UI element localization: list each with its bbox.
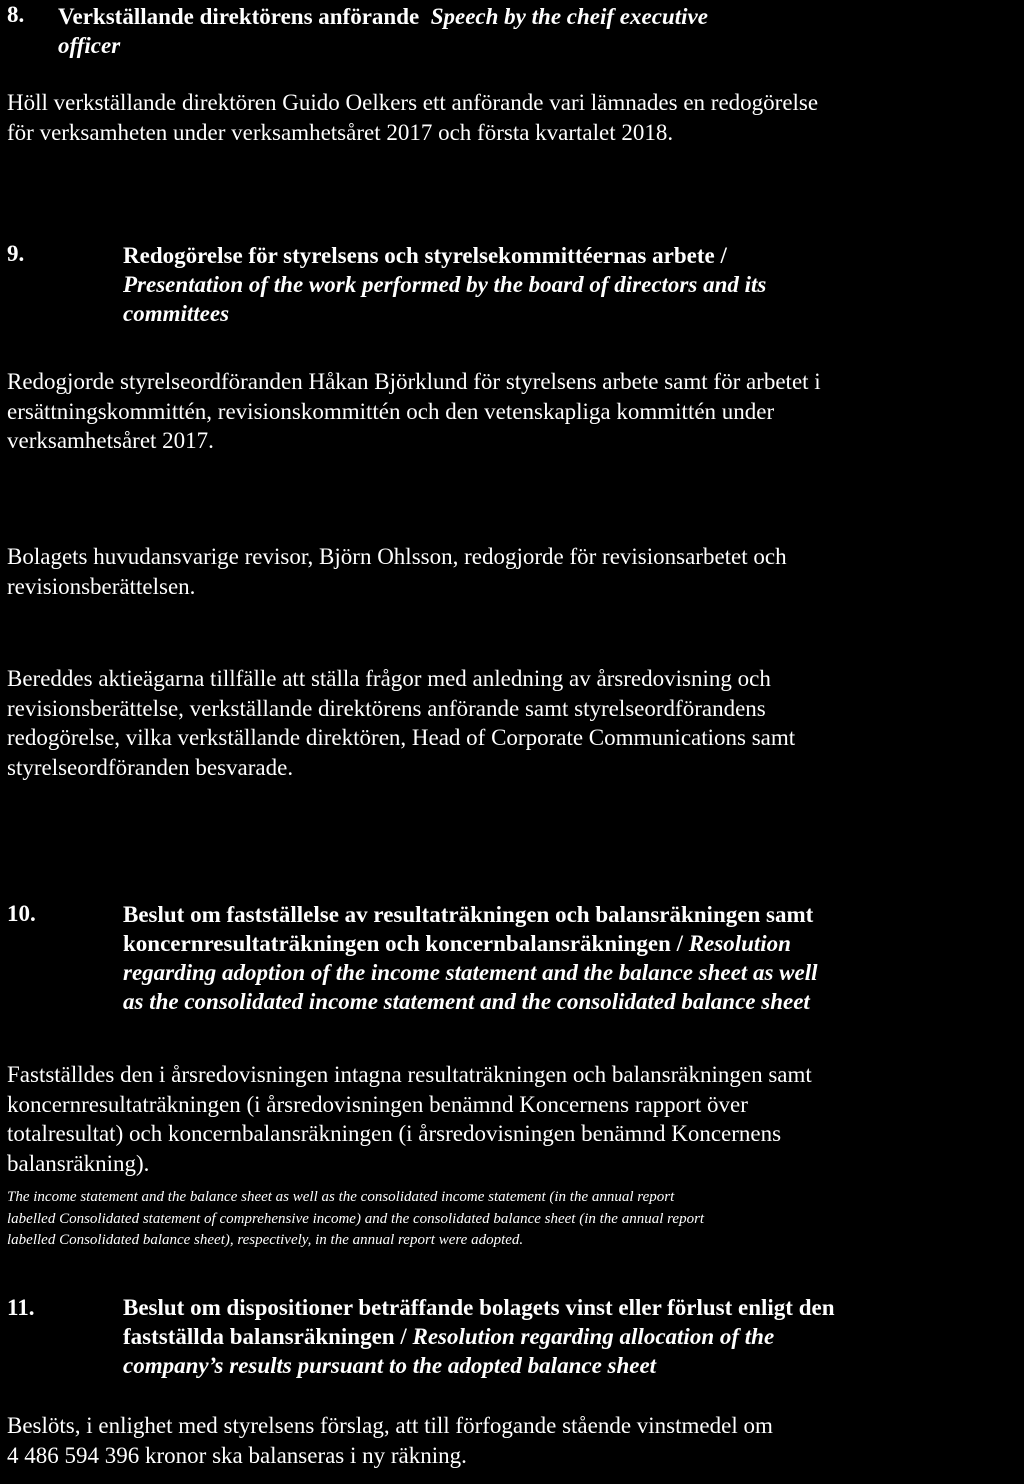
text-line: 4 486 594 396 kronor ska balanseras i ny räkning. — [7, 1442, 467, 1468]
text-line: Bolagets huvudansvarige revisor, Björn Ohlsson, redogjorde för revisionsarbetet och — [7, 544, 787, 569]
section-9-heading-en-1: Presentation of the work performed by the board of directors and its — [123, 272, 767, 297]
section-10-translation — [7, 1187, 1022, 1252]
text-line: labelled Consolidated balance sheet), respectively, in the annual report were adopted. — [7, 1232, 524, 1248]
text-line: Höll verkställande direktören Guido Oelkers ett anförande vari lämnades en redogörelse — [7, 90, 819, 115]
section-10-heading-1: Beslut om fastställelse av resultaträkningen och balansräkningen samt — [123, 902, 814, 927]
section-10-heading-en-1: regarding adoption of the income statement and the balance sheet as well — [123, 960, 818, 985]
section-11-heading-2-en: Resolution regarding allocation of the — [412, 1324, 775, 1349]
text-line: styrelseordföranden besvarade. — [7, 754, 294, 780]
section-8-paragraph — [7, 88, 1017, 147]
text-line: labelled Consolidated statement of comprehensive income) and the consolidated balance sheet (in the annual report — [7, 1210, 705, 1227]
text-line: verksamhetsåret 2017. — [7, 428, 214, 453]
text-line: Fastställdes den i årsredovisningen intagna resultaträkningen och balansräkningen samt — [7, 1062, 812, 1087]
section-9-heading — [123, 241, 1013, 328]
section-9-paragraph-3 — [7, 664, 1022, 782]
section-11-heading — [123, 1293, 1018, 1380]
section-10-heading-2-sv: koncernresultaträkningen och koncernbalansräkningen / — [123, 931, 689, 956]
section-10-heading — [123, 900, 1013, 1016]
text-line: revisionsberättelsen. — [7, 573, 196, 599]
section-11-heading-1: Beslut om dispositioner beträffande bolagets vinst eller förlust enligt den — [123, 1295, 835, 1320]
text-line: Beslöts, i enlighet med styrelsens förslag, att till förfogande stående vinstmedel om — [7, 1413, 773, 1438]
text-line: ersättningskommittén, revisionskommittén och den vetenskapliga kommittén under — [7, 398, 775, 424]
text-line: Redogjorde styrelseordföranden Håkan Björklund för styrelsens arbete samt för arbetet i — [7, 369, 821, 394]
section-9-paragraph-2 — [7, 542, 1022, 601]
text-line: The income statement and the balance sheet as well as the consolidated income statement (in the annual report — [7, 1189, 675, 1205]
section-10-heading-en-2: as the consolidated income statement and the consolidated balance sheet — [123, 989, 810, 1014]
text-line: redogörelse, vilka verkställande direktören, Head of Corporate Communications samt — [7, 725, 796, 750]
section-8-heading-sv: Verkställande direktörens anförande — [58, 4, 420, 29]
section-10-number: 10. — [7, 901, 36, 926]
section-9-heading-en-2: committees — [123, 301, 230, 326]
section-8-heading — [58, 2, 1008, 60]
text-line: för verksamheten under verksamhetsåret 2017 och första kvartalet 2018. — [7, 119, 674, 145]
section-9-paragraph-1 — [7, 367, 1022, 456]
text-line: Bereddes aktieägarna tillfälle att ställa frågor med anledning av årsredovisning och — [7, 666, 771, 691]
section-11-number: 11. — [7, 1295, 35, 1320]
section-8-heading-en: Speech by the cheif executive — [430, 4, 708, 29]
section-11-heading-2-sv: fastställda balansräkningen / — [123, 1324, 413, 1349]
text-line: totalresultat) och koncernbalansräkningen (i årsredovisningen benämnd Koncernens — [7, 1121, 782, 1146]
section-9-heading-sv: Redogörelse för styrelsens och styrelsekommittéernas arbete / — [123, 243, 727, 268]
text-line: koncernresultaträkningen (i årsredovisningen benämnd Koncernens rapport över — [7, 1091, 748, 1117]
section-11-heading-3-en: company’s results pursuant to the adopted balance sheet — [123, 1353, 657, 1378]
text-line: revisionsberättelse, verkställande direktörens anförande samt styrelseordförandens — [7, 695, 766, 721]
text-line: balansräkning). — [7, 1150, 150, 1176]
section-10-heading-2-en: Resolution — [688, 931, 791, 956]
section-9-number: 9. — [7, 241, 25, 266]
section-10-paragraph — [7, 1060, 1022, 1178]
section-11-paragraph — [7, 1411, 1022, 1470]
section-8-heading-en-cont: officer — [58, 33, 121, 58]
section-8-number: 8. — [7, 2, 25, 27]
